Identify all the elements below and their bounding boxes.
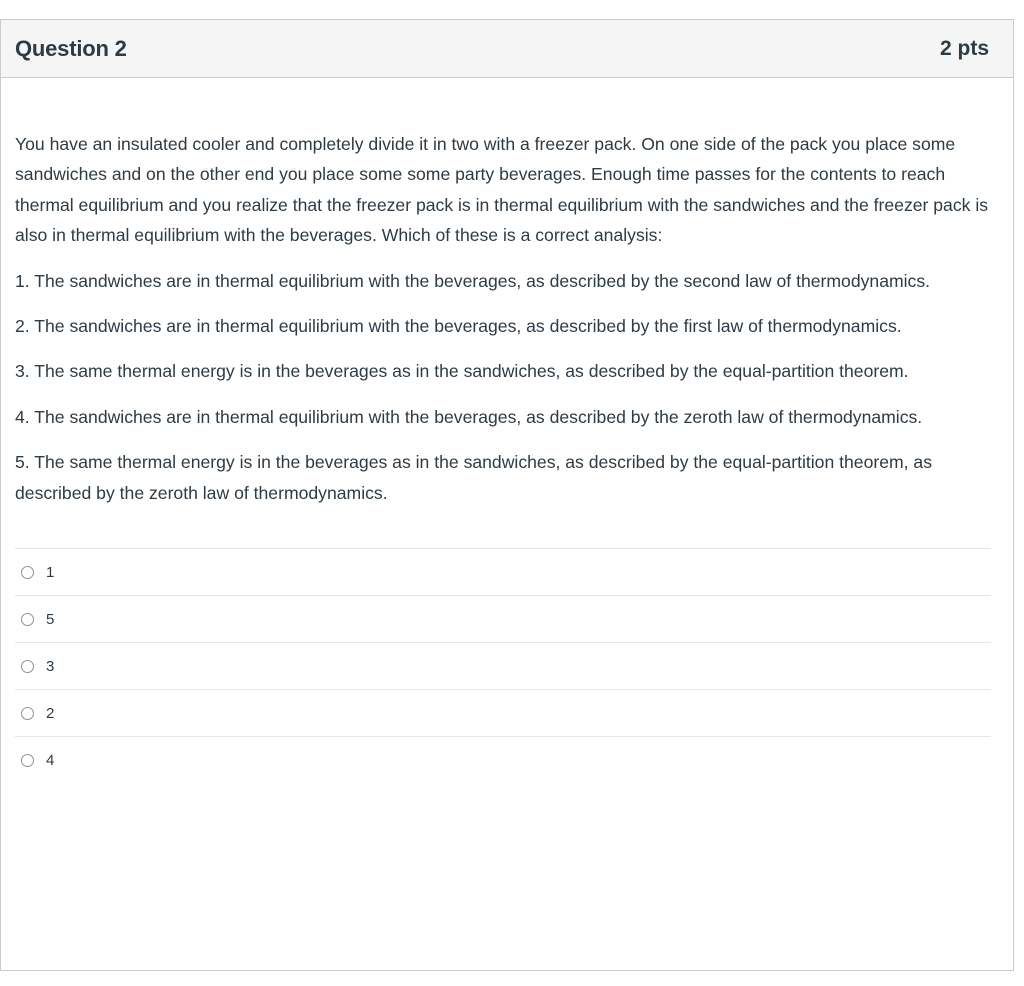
answer-option-4[interactable] (15, 737, 991, 784)
question-header (1, 20, 1013, 78)
answer-label: 5 (46, 610, 55, 628)
answer-label: 3 (46, 657, 55, 675)
question-points: 2 pts (939, 36, 989, 60)
radio-button[interactable] (21, 566, 34, 579)
question-text (15, 129, 999, 508)
question-title: Question 2 (15, 35, 127, 61)
radio-button[interactable] (21, 613, 34, 626)
question-prompt: You have an insulated cooler and completely divide it in two with a freezer pack. On one side of the pack you place some sandwiches and on the other end you place some some party beverages. Enough time passes for the contents to reach thermal equilibrium and you realize that the freezer pack is in thermal equilibrium with the sandwiches and the freezer pack is also in thermal equilibrium with the beverages. Which of these is a correct analysis: (15, 134, 989, 246)
radio-button[interactable] (21, 660, 34, 673)
answer-option-1[interactable] (15, 549, 991, 596)
answer-option-5[interactable] (15, 596, 991, 643)
question-body (1, 78, 1013, 784)
option-statement-4: 4. The sandwiches are in thermal equilibrium with the beverages, as described by the zeroth law of thermodynamics. (15, 406, 923, 427)
answer-option-2[interactable] (15, 690, 991, 737)
radio-button[interactable] (21, 754, 34, 767)
option-statement-2: 2. The sandwiches are in thermal equilibrium with the beverages, as described by the first law of thermodynamics. (15, 316, 902, 337)
radio-button[interactable] (21, 707, 34, 720)
answer-label: 1 (46, 563, 55, 581)
answer-list (15, 548, 991, 784)
question-card (0, 19, 1014, 971)
answer-label: 2 (46, 704, 55, 722)
answer-label: 4 (46, 752, 55, 770)
option-statement-3: 3. The same thermal energy is in the beverages as in the sandwiches, as described by the equal-partition theorem. (15, 361, 909, 382)
option-statement-5: 5. The same thermal energy is in the beverages as in the sandwiches, as described by the equal-partition theorem, as described by the zeroth law of thermodynamics. (15, 452, 933, 503)
answer-option-3[interactable] (15, 643, 991, 690)
option-statement-1: 1. The sandwiches are in thermal equilibrium with the beverages, as described by the second law of thermodynamics. (15, 270, 931, 291)
